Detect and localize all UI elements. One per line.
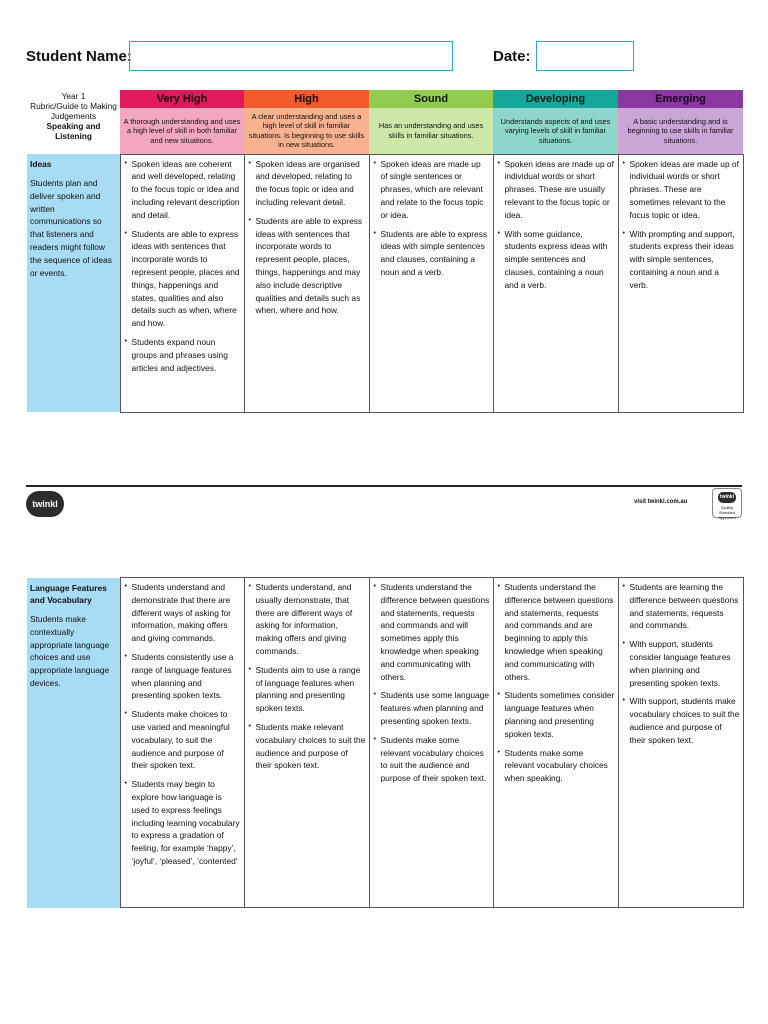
date-label: Date:	[493, 48, 531, 65]
ideas-description: Students plan and deliver spoken and written communications so that listeners and readers might follow the sequence of ideas or events.	[30, 177, 112, 278]
level-emerging: Emerging	[618, 90, 743, 108]
list-item: • Students are able to express ideas with sentences that incorporate words to represent people, places and things, happenings and states, qualities and also details such as when, where and how.	[125, 228, 241, 330]
page-divider	[26, 485, 742, 487]
list-item: • Students understand and demonstrate that there are different ways of asking for information, making offers and giving commands.	[125, 581, 241, 645]
student-name-label: Student Name:	[26, 48, 132, 65]
level-developing: Developing	[493, 90, 618, 108]
list-item: • Spoken ideas are made up of individual words or short phrases. These are usually relevant to the focus topic or idea.	[498, 158, 615, 222]
list-item: • Students are able to express ideas with simple sentences and clauses, containing a noun and a verb.	[374, 228, 490, 279]
ideas-cell-developing	[493, 154, 618, 412]
rubric-table-language	[27, 577, 744, 908]
list-item: • Students make some relevant vocabulary choices to suit the audience and purpose of their spoken text.	[374, 734, 490, 785]
list-item: • Spoken ideas are made up of single sentences or phrases, which are relevant and relate to the focus topic or idea.	[374, 158, 490, 222]
list-item: • With support, students make vocabulary choices to suit the audience and purpose of their spoken text.	[623, 695, 740, 746]
rubric-subtitle: Rubric/Guide to Making Judgements	[30, 101, 117, 121]
list-item: • Students make some relevant vocabulary choices when speaking.	[498, 747, 615, 785]
list-item: • With prompting and support, students express their ideas with simple sentences, containing a noun and a verb.	[623, 228, 740, 292]
visit-link[interactable]: visit twinkl.com.au	[634, 499, 688, 505]
list-item: • With support, students consider language features when planning and presenting spoken texts.	[623, 638, 740, 689]
list-item: • Spoken ideas are made up of individual words or short phrases. These are sometimes relevant to the focus topic or idea.	[623, 158, 740, 222]
list-item: • Students are able to express ideas with sentences that incorporate words to represent people, places, things, happenings and may also include descriptive qualities and details such as when, where and how.	[249, 215, 366, 317]
level-desc-very-high: A thorough understanding and uses a high level of skill in both familiar and new situations.	[120, 108, 244, 154]
level-desc-emerging: A basic understanding and is beginning to use skills in familiar situations.	[618, 108, 743, 154]
level-desc-developing: Understands aspects of and uses varying levels of skill in familiar situations.	[493, 108, 618, 154]
list-item: • Students are learning the difference between questions and statements, requests and commands.	[623, 581, 740, 632]
level-desc-sound: Has an understanding and uses skills in familiar situations.	[369, 108, 493, 154]
level-desc-high: A clear understanding and uses a high level of skill in familiar situations. Is beginning to use skills in new situations.	[244, 108, 369, 154]
language-cell-very-high	[120, 578, 244, 908]
level-high: High	[244, 90, 369, 108]
twinkl-logo: twinkl	[26, 491, 64, 517]
language-cell-sound	[369, 578, 493, 908]
student-header	[26, 40, 746, 72]
ideas-cell-very-high	[120, 154, 244, 412]
list-item: • Students understand the difference between questions and statements, requests and commands and are beginning to apply this knowledge when speaking and communicating with others.	[498, 581, 615, 683]
student-name-field[interactable]	[129, 41, 453, 71]
list-item: • Students consistently use a range of language features when planning and presenting spoken texts.	[125, 651, 241, 702]
ideas-cell-high	[244, 154, 369, 412]
list-item: • Students understand, and usually demonstrate, that there are different ways of asking for information, making offers and giving commands.	[249, 581, 366, 658]
list-item: • Students aim to use a range of language features when planning and presenting spoken texts.	[249, 664, 366, 715]
list-item: • With some guidance, students express ideas with simple sentences and clauses, containing a noun and a verb.	[498, 228, 615, 292]
ideas-criterion	[27, 154, 120, 412]
language-cell-high	[244, 578, 369, 908]
year-label: Year 1	[61, 91, 86, 101]
list-item: • Students use some language features when planning and presenting spoken texts.	[374, 689, 490, 727]
date-field[interactable]	[536, 41, 634, 71]
language-criterion	[27, 578, 120, 908]
strand-label: Speaking and Listening	[46, 121, 101, 141]
rubric-corner	[27, 90, 120, 154]
badge-text: Quality Standard Approved	[718, 505, 736, 520]
list-item: • Students make relevant vocabulary choices to suit the audience and purpose of their spoken text.	[249, 721, 366, 772]
language-cell-emerging	[618, 578, 743, 908]
list-item: • Students understand the difference between questions and statements, requests and commands and will sometimes apply this knowledge when speaking and communicating with others.	[374, 581, 490, 683]
level-sound: Sound	[369, 90, 493, 108]
ideas-cell-emerging	[618, 154, 743, 412]
list-item: • Students may begin to explore how language is used to express feelings including learning vocabulary to express a gradation of feeling, for example ‘happy’, ‘joyful’, ‘pleased’, ‘contented’	[125, 778, 241, 868]
quality-badge-icon	[712, 488, 742, 518]
list-item: • Spoken ideas are coherent and well developed, relating to the focus topic or idea and including relevant description and detail.	[125, 158, 241, 222]
ideas-title: Ideas	[30, 159, 52, 170]
list-item: • Students sometimes consider language features when planning and presenting spoken texts.	[498, 689, 615, 740]
rubric-table-ideas	[27, 90, 744, 413]
ideas-cell-sound	[369, 154, 493, 412]
language-cell-developing	[493, 578, 618, 908]
badge-logo: twinkl	[718, 492, 736, 503]
list-item: • Students expand noun groups and phrases using articles and adjectives.	[125, 336, 241, 374]
list-item: • Spoken ideas are organised and developed, relating to the focus topic or idea and including relevant detail.	[249, 158, 366, 209]
language-description: Students make contextually appropriate language choices and use appropriate language devices.	[30, 614, 110, 689]
list-item: • Students make choices to use varied and meaningful vocabulary, to suit the audience and purpose of their spoken text.	[125, 708, 241, 772]
language-title: Language Features and Vocabulary	[30, 582, 107, 606]
level-very-high: Very High	[120, 90, 244, 108]
